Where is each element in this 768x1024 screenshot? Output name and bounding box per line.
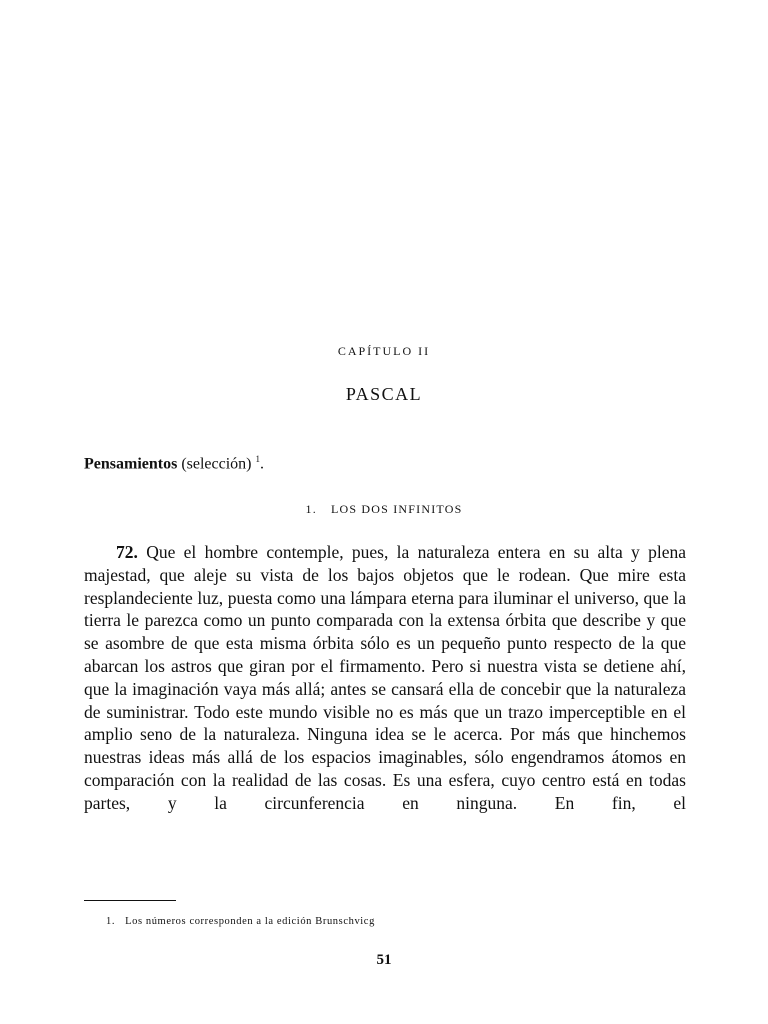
section-number: 1. bbox=[305, 502, 317, 516]
section-title: LOS DOS INFINITOS bbox=[330, 502, 463, 516]
work-heading bbox=[84, 454, 264, 473]
fragment-number: 72. bbox=[116, 542, 138, 562]
work-subtitle: (selección) bbox=[181, 455, 252, 473]
footnote-text: Los números corresponden a la edición Brunschvicg bbox=[125, 916, 375, 927]
footnote-reference: 1 bbox=[255, 454, 261, 464]
footnote-number: 1. bbox=[106, 916, 116, 927]
page-number: 51 bbox=[376, 952, 392, 968]
chapter-title: PASCAL bbox=[345, 384, 423, 404]
section-heading bbox=[0, 502, 768, 517]
chapter-label: CAPÍTULO II bbox=[337, 344, 431, 358]
work-heading-end: . bbox=[260, 455, 265, 473]
footnote bbox=[106, 916, 375, 927]
work-title: Pensamientos bbox=[84, 455, 178, 473]
fragment-text: Que el hombre contemple, pues, la naturaleza entera en su alta y plena majestad, que aleje su vista de los bajos objetos que le rodean. Que mire esta resplandeciente luz, puesta como una lámpara eterna para iluminar el universo, que la tierra le parezca como un punto comparada con la extensa órbita que describe y que se asombre de que esta misma órbita sólo es un pequeño punto respecto de la que abarcan los astros que giran por el firmamento. Pero si nuestra vista se detiene ahí, que la imaginación vaya más allá; antes se cansará ella de concebir que la naturaleza de suministrar. Todo este mundo visible no es más que un trazo imperceptible en el amplio seno de la naturaleza. Ninguna idea se le acerca. Por más que hinchemos nuestras ideas más allá de los espacios imaginables, sólo engendramos átomos en comparación con la realidad de las cosas. Es una esfera, cuyo centro está en todas partes, y la circunferencia en ninguna. En fin, el bbox=[84, 542, 687, 813]
footnote-divider bbox=[84, 900, 176, 901]
fragment-paragraph bbox=[84, 541, 686, 815]
